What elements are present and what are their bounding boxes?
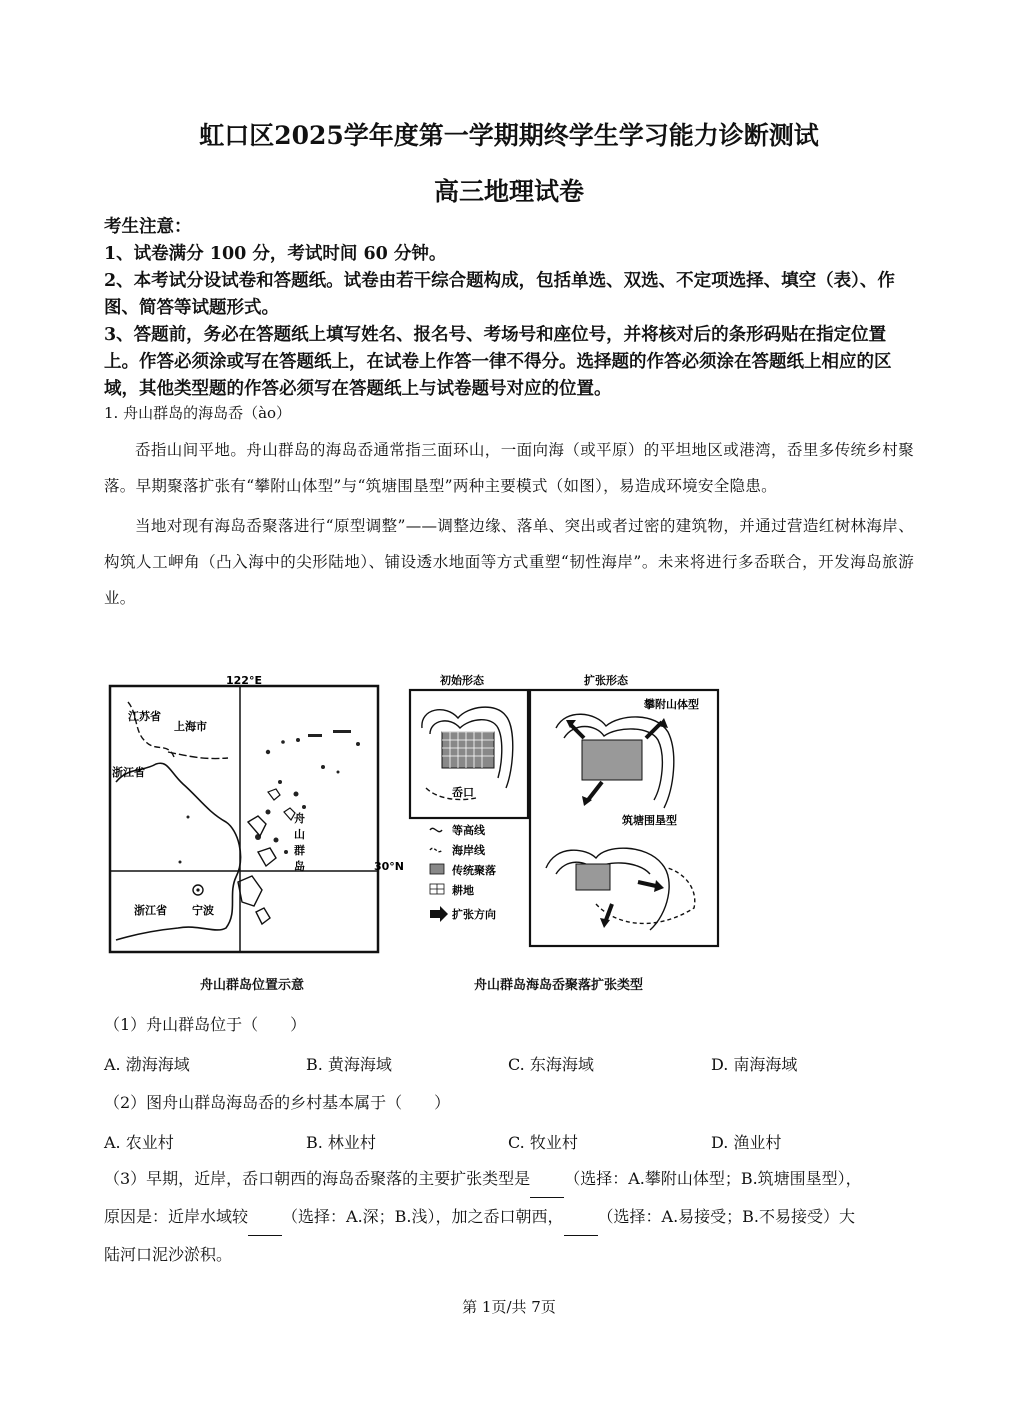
sub2-option-a: A. 农业村 [104,1133,174,1152]
type1-label: 攀附山体型 [644,698,699,711]
passage-paragraph-2: 当地对现有海岛岙聚落进行“原型调整”——调整边缘、落单、突出或者过密的建筑物，并通过营造红树林海岸、构筑人工岬角（凸入海中的尖形陆地）、铺设透水地面等方式重塑“韧性海岸”。未来将进行多岙联合，开发海岛旅游业。 [104,517,914,607]
ningbo-label: 宁波 [192,904,214,917]
sub3-part3: 原因是：近岸水域较 [104,1207,249,1226]
sub1-option-d: D. 南海海域 [711,1055,798,1074]
sub1-option-b: B. 黄海海域 [306,1055,392,1074]
exam-subtitle: 高三地理试卷 [433,177,584,206]
legend-farmland: 耕地 [452,884,474,897]
jiangsu-label: 江苏省 [128,710,161,723]
map-caption: 舟山群岛位置示意 [200,978,305,993]
lon-label: 122°E [226,674,262,687]
initial-form-label: 初始形态 [440,674,484,687]
sub1-stem: （1）舟山群岛位于（ ） [104,1015,307,1034]
notice-block [104,214,916,403]
legend-direction: 扩张方向 [452,908,496,921]
exam-title: 虹口区2025学年度第一学期期终学生学习能力诊断测试 [199,121,819,150]
zhoushan-char-1: 舟 [294,812,305,825]
expansion-types-diagram [406,668,724,953]
diagram-caption: 舟山群岛海岛岙聚落扩张类型 [474,978,644,993]
sub1-option-c: C. 东海海域 [508,1055,594,1074]
zhoushan-char-4: 岛 [294,860,305,873]
zhejiang-label-1: 浙江省 [112,766,145,779]
notice-item-3: 3、答题前，务必在答题纸上填写姓名、报名号、考场号和座位号，并将核对后的条形码贴在指定位置上。作答必须涂或写在答题纸上，在试卷上作答一律不得分。选择题的作答必须涂在答题纸上相应的区域，其他类型题的作答必须写在答题纸上与试卷题号对应的位置。 [104,325,892,399]
sub2-option-b: B. 林业村 [306,1133,376,1152]
legend-settlement: 传统聚落 [452,864,496,877]
passage-paragraph-1: 岙指山间平地。舟山群岛的海岛岙通常指三面环山，一面向海（或平原）的平坦地区或港湾，岙里多传统乡村聚落。早期聚落扩张有“攀附山体型”与“筑塘围垦型”两种主要模式（如图），易造成环境安全隐患。 [104,441,914,495]
sub3-blank-1[interactable] [530,1181,564,1198]
sub3-part6: 陆河口泥沙淤积。 [104,1245,233,1264]
shanghai-label: 上海市 [174,720,207,733]
sub3-part2: （选择：A.攀附山体型；B.筑塘围垦型）， [564,1169,862,1188]
sub3-part5: （选择：A.易接受；B.不易接受）大 [597,1207,856,1226]
sub3-block [104,1160,916,1274]
question-1-passage [104,432,914,616]
notice-item-1: 1、试卷满分 100 分，考试时间 60 分钟。 [104,244,447,264]
sub3-part1: （3）早期，近岸，岙口朝西的海岛岙聚落的主要扩张类型是 [104,1169,531,1188]
type2-label: 筑塘围垦型 [622,814,677,827]
lat-label: 30°N [374,860,405,873]
zhejiang-label-2: 浙江省 [134,904,167,917]
sub3-blank-2[interactable] [248,1219,282,1236]
sub2-option-c: C. 牧业村 [508,1133,578,1152]
zhoushan-char-2: 山 [294,828,305,841]
zhoushan-char-3: 群 [294,844,305,857]
notice-item-2: 2、本考试分设试卷和答题纸。试卷由若干综合题构成，包括单选、双选、不定项选择、填空（表）、作图、简答等试题形式。 [104,271,895,318]
sub2-option-d: D. 渔业村 [711,1133,782,1152]
sub3-blank-3[interactable] [564,1219,598,1236]
notice-heading: 考生注意： [104,217,192,237]
zhoushan-location-map [108,672,408,957]
sub1-option-a: A. 渤海海域 [104,1055,190,1074]
ao-mouth-label: 岙口 [452,786,474,799]
question-1-title: 1. 舟山群岛的海岛岙（ào） [104,404,292,422]
expansion-form-label: 扩张形态 [584,674,628,687]
sub3-part4: （选择：A.深；B.浅），加之岙口朝西， [282,1207,564,1226]
page-footer: 第 1页/共 7页 [462,1298,556,1316]
legend-contour: 等高线 [452,824,485,837]
sub2-stem: （2）图舟山群岛海岛岙的乡村基本属于（ ） [104,1093,451,1112]
legend-coastline: 海岸线 [452,844,485,857]
